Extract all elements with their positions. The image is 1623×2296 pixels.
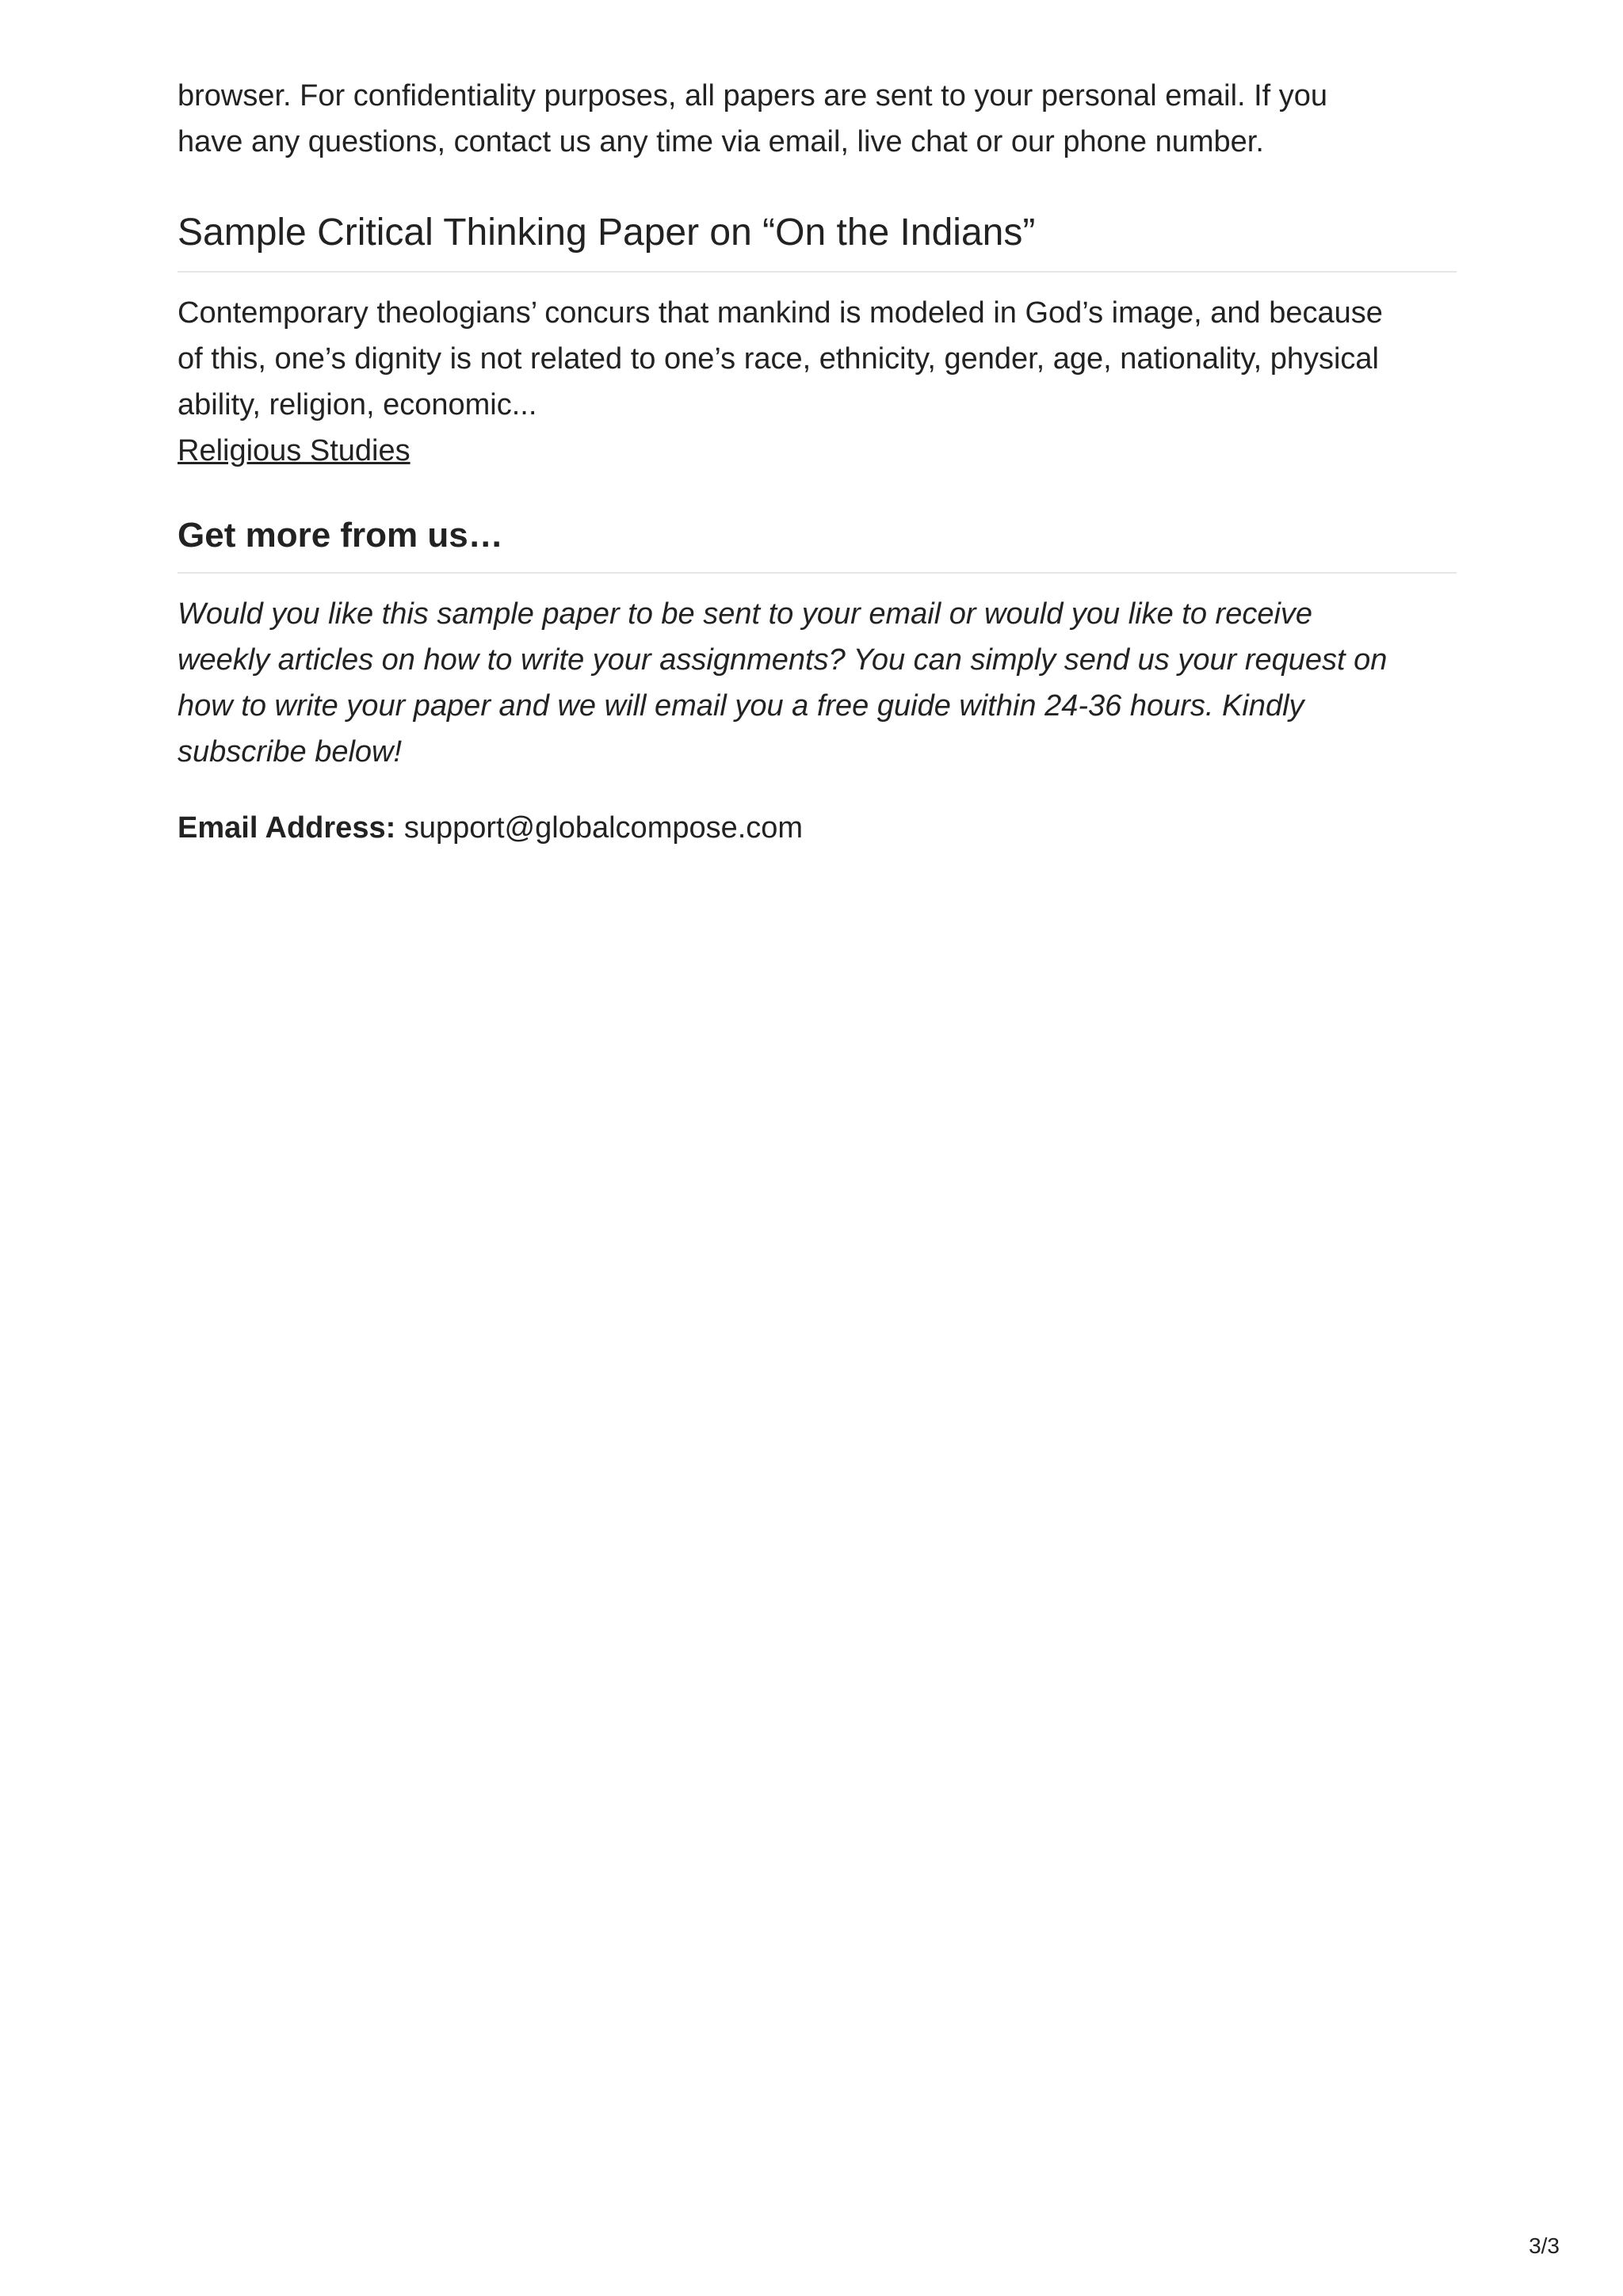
email-address-row <box>178 805 1457 851</box>
subscribe-promo <box>178 591 1457 775</box>
get-more-heading: Get more from us… <box>178 513 1457 574</box>
promo-line: weekly articles on how to write your assignments? You can simply send us your request on <box>178 643 1388 677</box>
email-value: support@globalcompose.com <box>403 811 804 845</box>
sample-excerpt <box>178 290 1457 428</box>
email-label: Email Address: <box>178 811 396 845</box>
page-number: 3/3 <box>1529 2233 1560 2258</box>
promo-line: subscribe below! <box>178 735 403 769</box>
sample-paper-title[interactable]: Sample Critical Thinking Paper on “On the Indians” <box>178 209 1457 273</box>
page-content <box>178 73 1457 851</box>
sample-paper-summary <box>178 290 1457 474</box>
category-link-religious-studies[interactable]: Religious Studies <box>178 434 411 467</box>
promo-line: Would you like this sample paper to be sent to your email or would you like to receive <box>178 597 1313 631</box>
excerpt-line: Contemporary theologians’ concurs that mankind is modeled in God’s image, and because <box>178 296 1383 330</box>
intro-paragraph <box>178 73 1457 165</box>
excerpt-line: of this, one’s dignity is not related to one’s race, ethnicity, gender, age, nationality, physical <box>178 342 1379 376</box>
excerpt-line: ability, religion, economic... <box>178 388 537 421</box>
promo-line: how to write your paper and we will email you a free guide within 24-36 hours. Kindly <box>178 689 1304 723</box>
intro-line: have any questions, contact us any time via email, live chat or our phone number. <box>178 125 1264 158</box>
intro-line: browser. For confidentiality purposes, all papers are sent to your personal email. If you <box>178 79 1328 113</box>
